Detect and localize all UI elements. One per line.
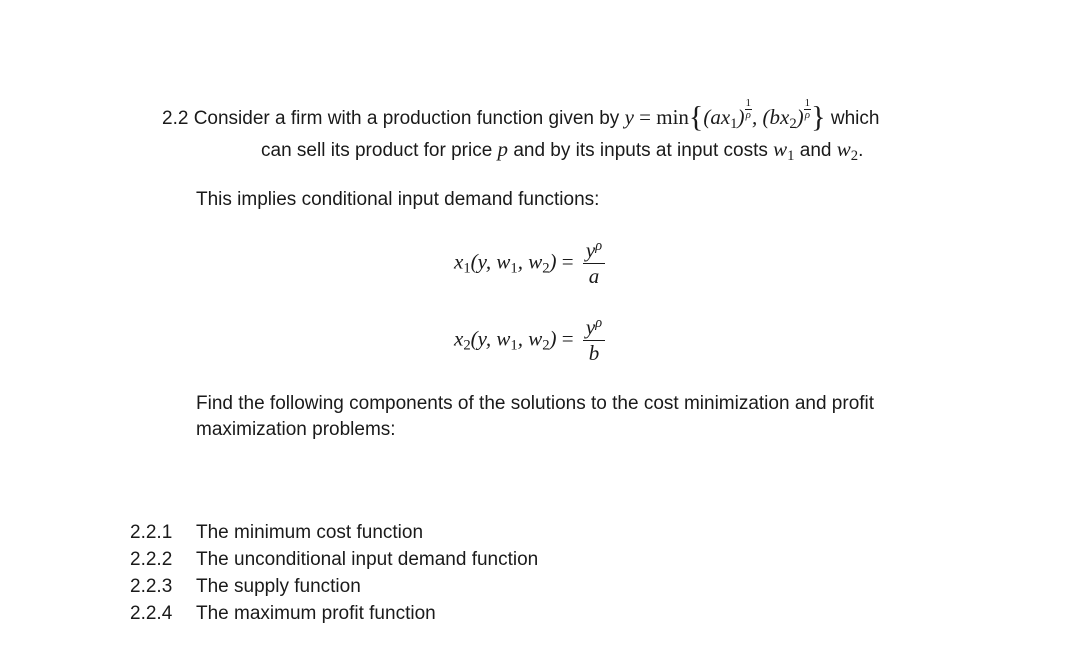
fraction-x2: $\frac{y^\rho}{b}$	[583, 315, 605, 366]
problem-intro-line1	[162, 97, 880, 134]
item-label: The unconditional input demand function	[196, 549, 539, 570]
list-item	[130, 603, 436, 625]
list-item	[130, 522, 423, 544]
item-label: The minimum cost function	[196, 522, 424, 543]
problem-intro-line2: can sell its product for price p and by its inputs at input costs $w_1$ and $w_2$.	[261, 137, 864, 165]
find-text-line1: Find the following components of the solutions to the cost minimization and profit	[196, 393, 875, 414]
item-label: The maximum profit function	[196, 603, 436, 624]
item-number: 2.2.3	[130, 576, 173, 597]
list-item	[130, 549, 538, 571]
intro-which: which	[825, 108, 880, 130]
demand-equation-x2: $x_2(y$, $w_1$, $w_2$) = $\frac{y^\rho}{b}$	[454, 315, 605, 366]
item-label: The supply function	[196, 576, 361, 597]
implies-text: This implies conditional input demand functions:	[196, 189, 600, 210]
fraction-x1: $\frac{y^\rho}{a}$	[583, 238, 605, 289]
list-item	[130, 576, 361, 598]
item-number: 2.2.4	[130, 603, 173, 624]
item-number: 2.2.1	[130, 522, 173, 543]
find-text-line2: maximization problems:	[196, 419, 396, 440]
production-function: $y = \min\{(ax_1)$ $\frac{1}{\rho}$ , $(bx_2)$ $\frac{1}{\rho}$ }	[624, 97, 826, 134]
item-number: 2.2.2	[130, 549, 173, 570]
intro-text: 2.2 Consider a firm with a production function given by	[162, 108, 625, 130]
demand-equation-x1: $x_1(y$, $w_1$, $w_2$) = $\frac{y^\rho}{a}$	[454, 238, 605, 289]
